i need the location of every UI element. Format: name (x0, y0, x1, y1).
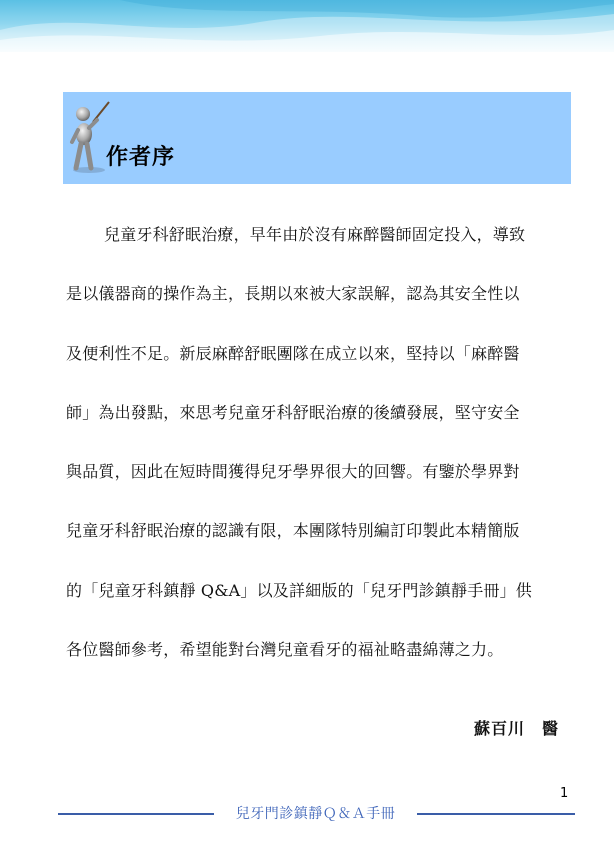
title-box (63, 92, 571, 184)
paragraph-line: 的「兒童牙科鎮靜 Q&A」以及詳細版的「兒牙門診鎮靜手冊」供 (66, 580, 533, 600)
presenter-figure-icon (67, 98, 111, 174)
footer-rule-left (58, 813, 214, 815)
paragraph-line: 兒童牙科舒眠治療，早年由於沒有麻醉醫師固定投入，導致 (104, 225, 526, 244)
paragraph-line: 與品質，因此在短時間獲得兒牙學界很大的回響。有鑒於學界對 (66, 462, 520, 482)
page-title: 作者序 (106, 145, 176, 170)
paragraph-line: 是以儀器商的操作為主，長期以來被大家誤解，認為其安全性以 (66, 284, 520, 304)
footer-book-title: 兒牙門診鎮靜Ｑ＆Ａ手冊 (235, 806, 396, 822)
top-banner (0, 0, 614, 52)
page-number: 1 (560, 786, 569, 801)
paragraph-line: 兒童牙科舒眠治療的認識有限，本團隊特別編訂印製此本精簡版 (66, 521, 520, 541)
paragraph-line: 各位醫師參考，希望能對台灣兒童看牙的福祉略盡綿薄之力。 (66, 640, 504, 660)
author-signature: 蘇百川 醫 (473, 719, 559, 738)
banner-wave-decoration (0, 0, 614, 52)
footer-rule-right (417, 813, 575, 815)
paragraph-line: 師」為出發點，來思考兒童牙科舒眠治療的後續發展，堅守安全 (66, 402, 520, 422)
paragraph-line: 及便利性不足。新辰麻醉舒眠團隊在成立以來，堅持以「麻醉醫 (66, 343, 520, 363)
preface-body (66, 205, 570, 679)
